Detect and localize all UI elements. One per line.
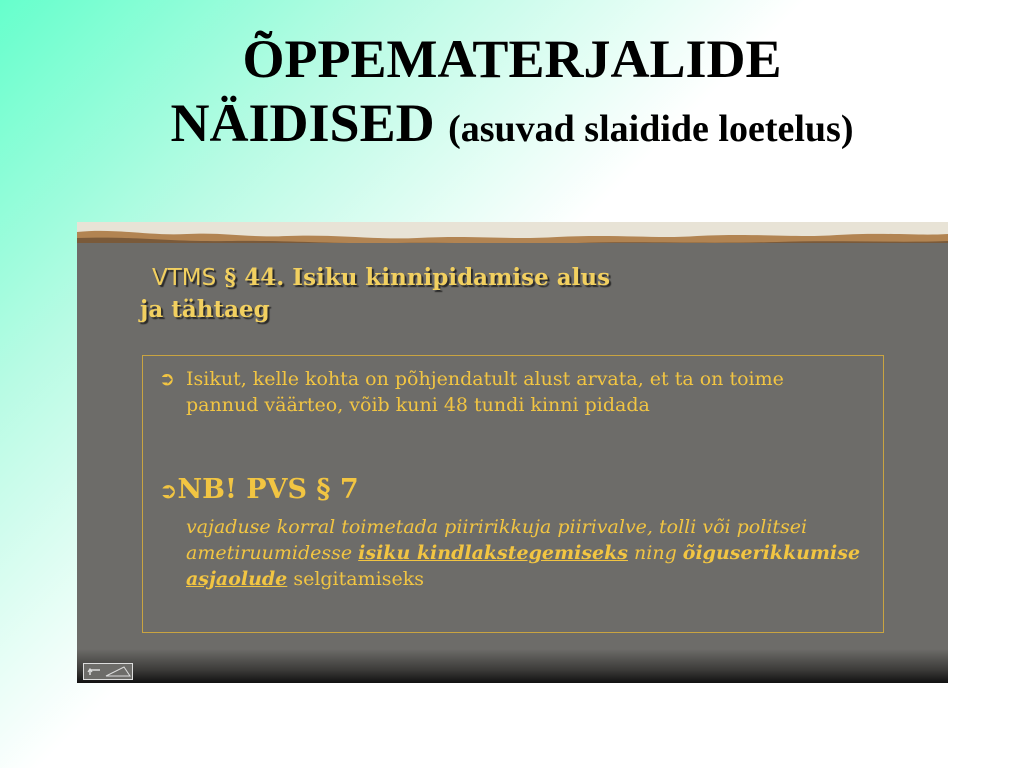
return-arrow-icon [84,664,132,679]
terrain-banner [77,222,948,246]
page-title [0,28,1024,162]
title-line1: ÕPPEMATERJALIDE [242,29,782,89]
bullet-2-part1: vajaduse korral toimetada piiririkkuja piirivalve, tolli või politsei ametiruumidesse [186,516,808,564]
slide-heading-rest: § 44. Isiku kinnipidamise alus [224,264,611,291]
slide-footer-gradient [77,649,948,683]
bullet-2-bold: õiguserikkumise [682,542,861,564]
arrow-icon: ➲ [159,368,175,390]
bullet-2-underlined1: isiku kindlakstegemiseks [358,542,628,564]
title-subtitle: (asuvad slaidide loetelus) [448,108,854,150]
bullet-2-text [186,514,866,592]
slide-image [77,222,948,683]
slide-nav-button[interactable] [83,663,133,680]
bullet-1 [159,366,859,418]
content-box [142,355,884,633]
slide-heading-line2: ja tähtaeg [140,296,270,323]
bullet-1-text: Isikut, kelle kohta on põhjendatult alust arvata, et ta on toime pannud väärteo, võib kuni 48 tundi kinni pidada [186,368,784,416]
bullet-2-underlined2: asjaolude [186,568,288,590]
bullet-2-part3: selgitamiseks [293,568,424,590]
slide-heading [140,262,852,326]
bullet-2-part2: ning [634,542,677,564]
bullet-2-heading-text: NB! PVS § 7 [177,474,359,505]
slide-heading-prefix: VTMS [152,265,217,291]
title-line2 [0,90,1024,162]
bullet-2-heading [159,474,359,505]
arrow-icon: ➲ [159,479,178,504]
title-main: NÄIDISED [170,93,435,153]
